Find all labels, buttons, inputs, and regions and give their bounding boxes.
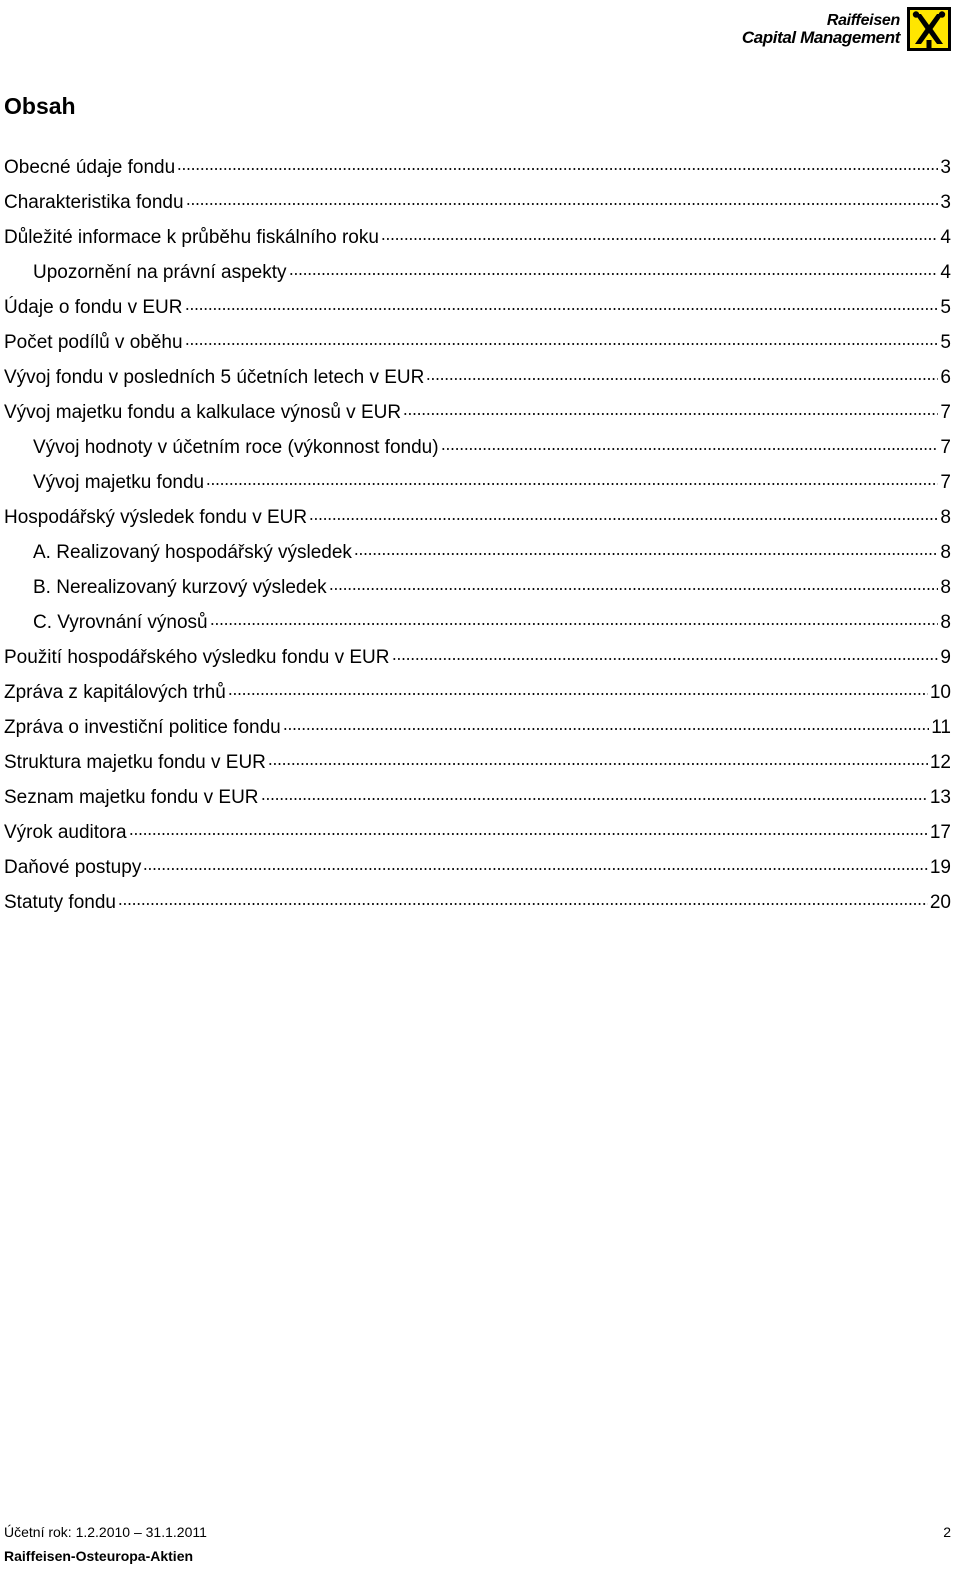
toc-entry-label: Seznam majetku fondu v EUR: [4, 787, 259, 808]
toc-entry-page: 17: [929, 822, 951, 843]
toc-entry[interactable]: [4, 817, 951, 852]
crossed-gables-icon: [906, 6, 952, 52]
logo-wordmark: [742, 12, 900, 46]
toc-entry-page: 10: [929, 682, 951, 703]
dot-leader: [210, 607, 939, 626]
toc-entry[interactable]: [4, 362, 951, 397]
dot-leader: [228, 677, 928, 696]
dot-leader: [185, 327, 939, 346]
toc-entry-page: 13: [929, 787, 951, 808]
toc-entry-label: Obecné údaje fondu: [4, 157, 176, 178]
dot-leader: [426, 362, 938, 381]
toc-entry[interactable]: [4, 327, 951, 362]
fiscal-year-period: Účetní rok: 1.2.2010 – 31.1.2011: [4, 1524, 207, 1540]
toc-entry-page: 8: [940, 612, 951, 633]
fund-name: Raiffeisen-Osteuropa-Aktien: [4, 1548, 194, 1564]
toc-entry-page: 5: [940, 332, 951, 353]
toc-entry[interactable]: [4, 292, 951, 327]
footer-period-row: [4, 1524, 951, 1540]
dot-leader: [143, 852, 928, 871]
toc-entry-page: 9: [940, 647, 951, 668]
toc-entry-label: B. Nerealizovaný kurzový výsledek: [33, 577, 327, 598]
toc-entry-label: Charakteristika fondu: [4, 192, 184, 213]
toc-entry[interactable]: [4, 222, 951, 257]
toc-entry[interactable]: [4, 467, 951, 502]
dot-leader: [268, 747, 928, 766]
toc-entry-page: 8: [940, 507, 951, 528]
toc-entry-label: Výrok auditora: [4, 822, 127, 843]
toc-entry[interactable]: [4, 397, 951, 432]
toc-entry[interactable]: [4, 502, 951, 537]
toc-entry[interactable]: [4, 152, 951, 187]
toc-entry-page: 12: [929, 752, 951, 773]
toc-entry-page: 7: [940, 437, 951, 458]
dot-leader: [283, 712, 930, 731]
table-of-contents: [4, 152, 951, 922]
dot-leader: [118, 887, 928, 906]
toc-entry[interactable]: [4, 852, 951, 887]
toc-entry-page: 6: [940, 367, 951, 388]
dot-leader: [261, 782, 928, 801]
toc-entry-page: 8: [940, 542, 951, 563]
toc-entry-page: 5: [940, 297, 951, 318]
toc-entry-label: Vývoj hodnoty v účetním roce (výkonnost fondu): [33, 437, 439, 458]
toc-entry-page: 3: [940, 192, 951, 213]
toc-title: Obsah: [4, 93, 76, 119]
toc-entry-page: 7: [940, 472, 951, 493]
toc-entry-label: Použití hospodářského výsledku fondu v EUR: [4, 647, 390, 668]
toc-entry[interactable]: [4, 187, 951, 222]
toc-entry[interactable]: [4, 607, 951, 642]
toc-entry-label: Vývoj majetku fondu a kalkulace výnosů v EUR: [4, 402, 402, 423]
toc-entry[interactable]: [4, 887, 951, 922]
dot-leader: [392, 642, 939, 661]
logo-line2: Capital Management: [741, 28, 900, 47]
toc-entry[interactable]: [4, 642, 951, 677]
toc-entry[interactable]: [4, 537, 951, 572]
toc-entry-page: 8: [940, 577, 951, 598]
toc-entry-label: Hospodářský výsledek fondu v EUR: [4, 507, 308, 528]
toc-entry[interactable]: [4, 257, 951, 292]
toc-entry[interactable]: [4, 782, 951, 817]
dot-leader: [381, 222, 939, 241]
toc-entry[interactable]: [4, 712, 951, 747]
dot-leader: [185, 292, 939, 311]
toc-entry-page: 19: [929, 857, 951, 878]
toc-entry-label: Struktura majetku fondu v EUR: [4, 752, 266, 773]
toc-entry-label: Počet podílů v oběhu: [4, 332, 183, 353]
dot-leader: [177, 152, 938, 171]
dot-leader: [289, 257, 939, 276]
toc-entry-label: Daňové postupy: [4, 857, 142, 878]
toc-entry-label: Statuty fondu: [4, 892, 116, 913]
page-number: 2: [943, 1524, 951, 1540]
toc-entry-page: 4: [940, 262, 951, 283]
dot-leader: [309, 502, 938, 521]
toc-entry[interactable]: [4, 677, 951, 712]
toc-entry[interactable]: [4, 572, 951, 607]
toc-entry[interactable]: [4, 432, 951, 467]
toc-entry-page: 3: [940, 157, 951, 178]
toc-entry-label: Zpráva o investiční politice fondu: [4, 717, 281, 738]
toc-entry[interactable]: [4, 747, 951, 782]
toc-entry-label: Vývoj majetku fondu: [33, 472, 205, 493]
toc-entry-label: Vývoj fondu v posledních 5 účetních letech v EUR: [4, 367, 425, 388]
toc-entry-label: C. Vyrovnání výnosů: [33, 612, 208, 633]
raiffeisen-logo: [742, 6, 952, 52]
toc-entry-page: 7: [940, 402, 951, 423]
dot-leader: [186, 187, 939, 206]
dot-leader: [441, 432, 939, 451]
toc-entry-page: 20: [929, 892, 951, 913]
dot-leader: [206, 467, 938, 486]
toc-entry-label: A. Realizovaný hospodářský výsledek: [33, 542, 352, 563]
toc-entry-label: Údaje o fondu v EUR: [4, 297, 183, 318]
toc-entry-label: Důležité informace k průběhu fiskálního roku: [4, 227, 379, 248]
dot-leader: [329, 572, 939, 591]
toc-entry-label: Zpráva z kapitálových trhů: [4, 682, 226, 703]
toc-entry-label: Upozornění na právní aspekty: [33, 262, 287, 283]
dot-leader: [129, 817, 928, 836]
dot-leader: [354, 537, 938, 556]
dot-leader: [403, 397, 938, 416]
toc-entry-page: 11: [931, 717, 951, 738]
logo-line1: Raiffeisen: [826, 12, 900, 29]
toc-entry-page: 4: [940, 227, 951, 248]
